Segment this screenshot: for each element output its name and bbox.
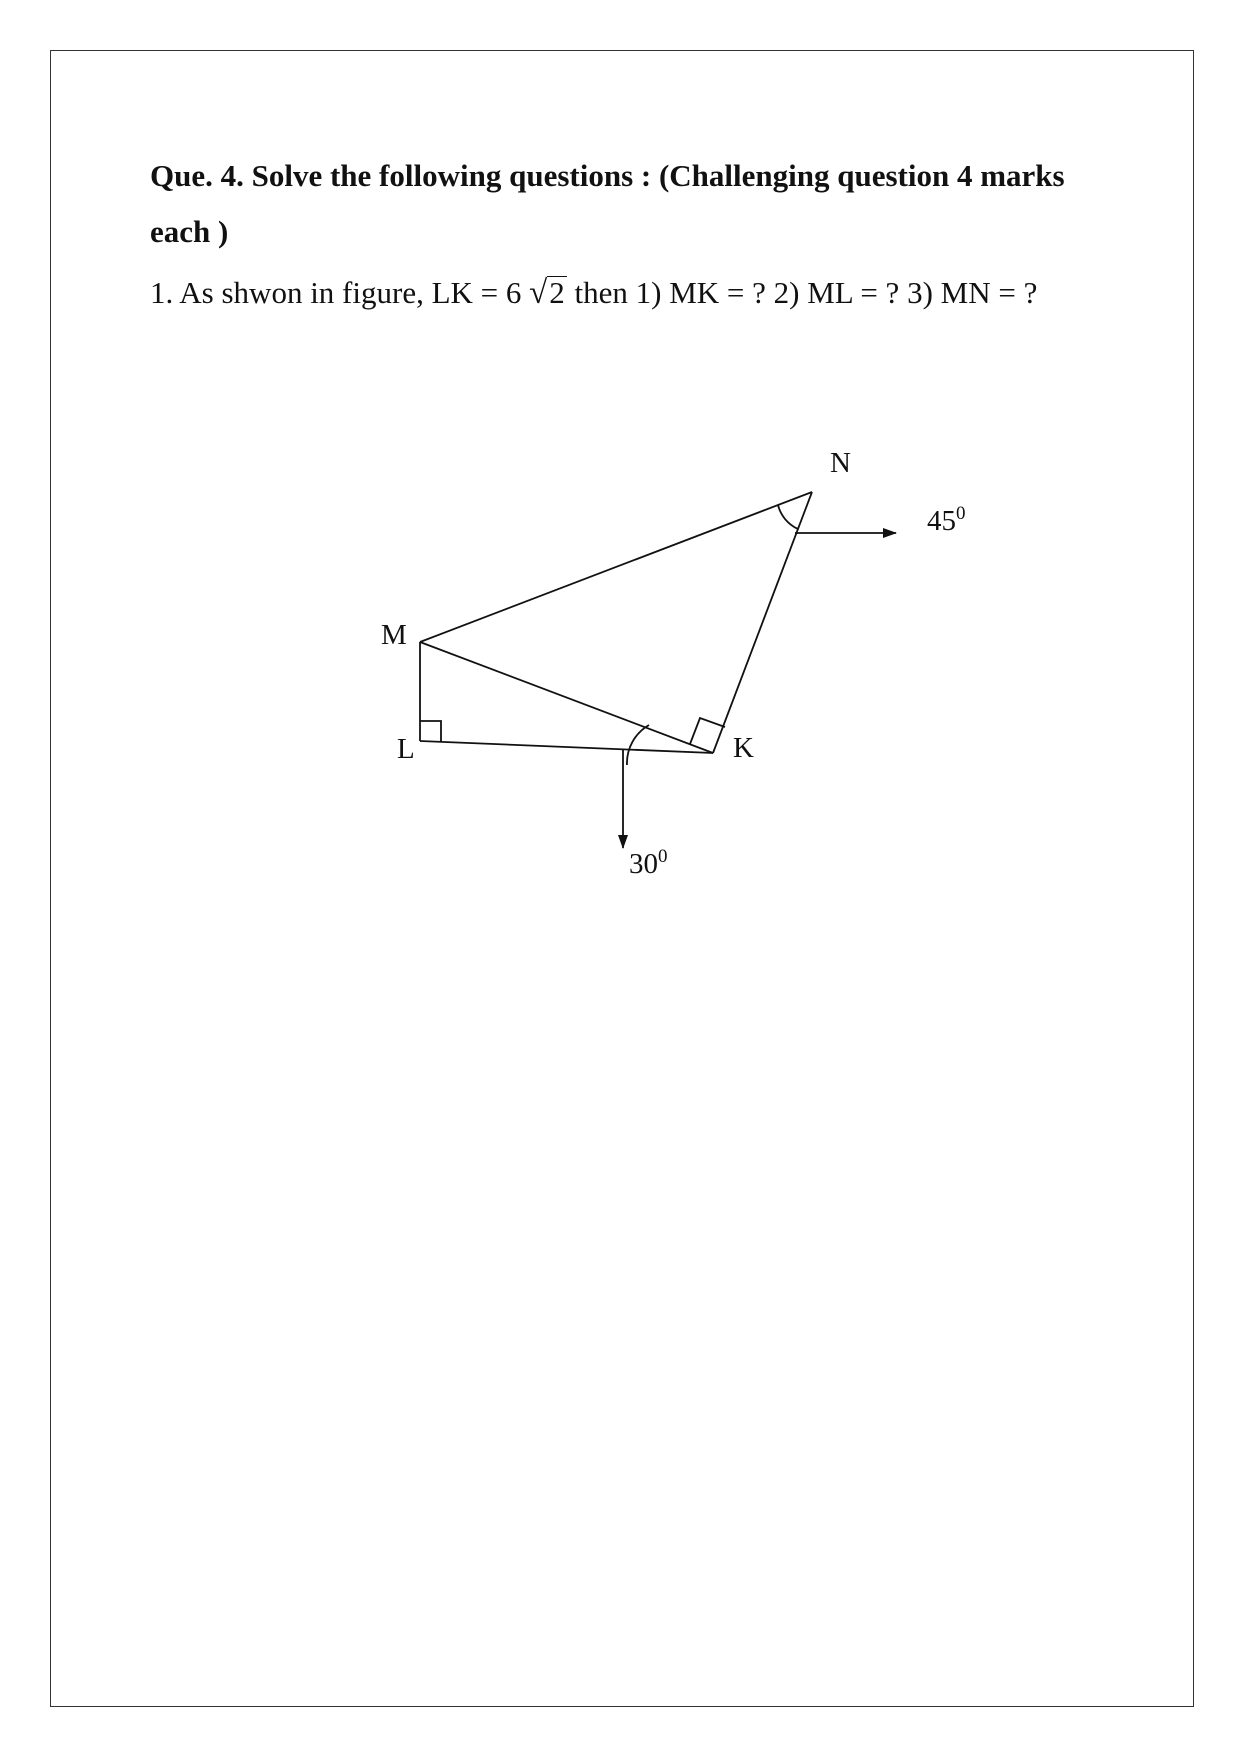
- question-text: [150, 265, 1090, 321]
- angle-value-K: 30: [629, 848, 658, 880]
- point-label-M: M: [381, 619, 407, 651]
- point-label-N: N: [830, 447, 851, 479]
- sqrt-radicand: 2: [549, 275, 565, 310]
- angle-unit-N: 0: [956, 503, 966, 524]
- sqrt-expression: [529, 265, 567, 321]
- point-label-L: L: [397, 733, 415, 765]
- question-text-before: As shwon in figure, LK = 6: [179, 275, 522, 310]
- angle-value-N: 45: [927, 505, 956, 537]
- point-label-K: K: [733, 732, 754, 764]
- question-number: 1.: [150, 275, 174, 310]
- question-text-after: then 1) MK = ? 2) ML = ? 3) MN = ?: [574, 275, 1038, 310]
- question-heading: Que. 4. Solve the following questions : (Challenging question 4 marks each ): [150, 158, 1065, 249]
- angle-unit-K: 0: [658, 846, 668, 867]
- sqrt-radical-icon: √: [529, 275, 548, 311]
